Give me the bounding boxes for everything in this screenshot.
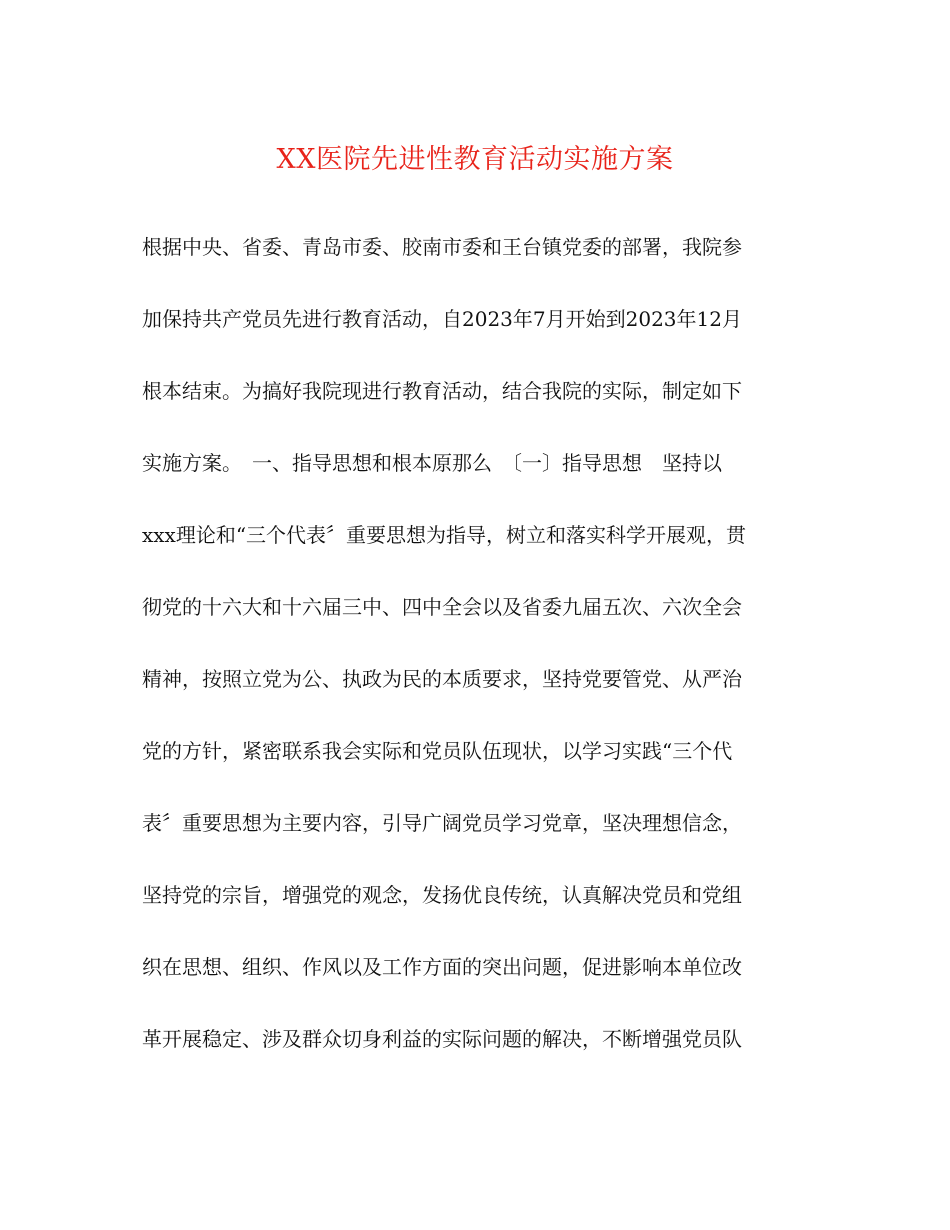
body-line-3: 根本结束。为搞好我院现进行教育活动，结合我院的实际，制定如下 bbox=[142, 379, 742, 403]
body-line-10: 坚持党的宗旨，增强党的观念，发扬优良传统，认真解决党员和党组 bbox=[142, 883, 742, 907]
body-line-8: 党的方针，紧密联系我会实际和党员队伍现状，以学习实践“三个代 bbox=[142, 739, 733, 763]
body-line-9: 表〞重要思想为主要内容，引导广阔党员学习党章，坚决理想信念， bbox=[142, 811, 742, 835]
body-line-4: 实施方案。 一、指导思想和根本原那么 〔一〕指导思想 坚持以 bbox=[142, 451, 722, 475]
body-line-11: 织在思想、组织、作风以及工作方面的突出问题，促进影响本单位改 bbox=[142, 955, 742, 979]
body-line-2: 加保持共产党员先进行教育活动，自2023年7月开始到2023年12月 bbox=[142, 307, 742, 331]
document-title: XX医院先进性教育活动实施方案 bbox=[276, 144, 674, 175]
body-line-5: xxx理论和“三个代表〞重要思想为指导，树立和落实科学开展观，贯 bbox=[142, 523, 747, 547]
body-line-7: 精神，按照立党为公、执政为民的本质要求，坚持党要管党、从严治 bbox=[142, 667, 742, 691]
body-line-12: 革开展稳定、涉及群众切身利益的实际问题的解决，不断增强党员队 bbox=[142, 1027, 742, 1051]
body-line-1: 根据中央、省委、青岛市委、胶南市委和王台镇党委的部署，我院参 bbox=[142, 235, 742, 259]
body-line-6: 彻党的十六大和十六届三中、四中全会以及省委九届五次、六次全会 bbox=[142, 595, 742, 619]
